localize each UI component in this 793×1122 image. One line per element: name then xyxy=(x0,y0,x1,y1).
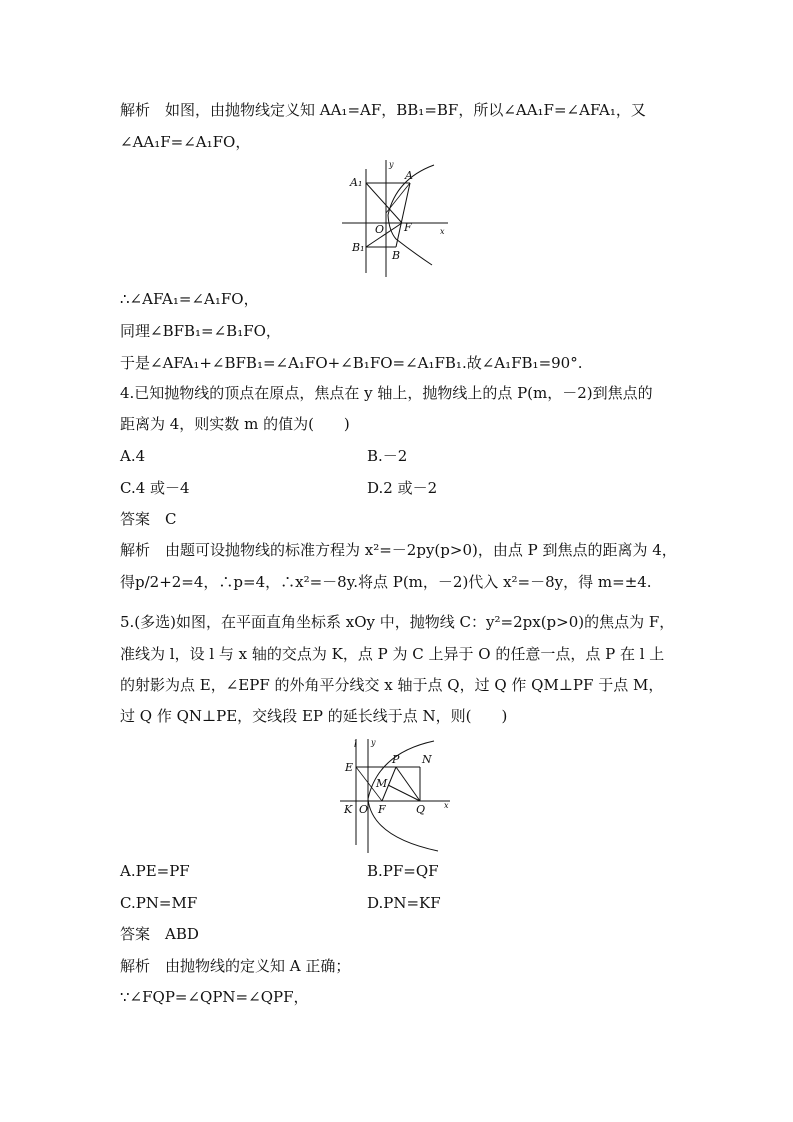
segment-a1-f xyxy=(366,183,402,223)
question-5-solution-1: 解析 由抛物线的定义知 A 正确； xyxy=(120,957,351,975)
fig2-label-x: x xyxy=(444,801,449,810)
fig1-label-b: B xyxy=(392,249,401,262)
fig1-label-y: y xyxy=(389,160,394,169)
fig2-label-p: P xyxy=(392,753,400,766)
fig2-label-y: y xyxy=(371,738,376,747)
fig1-label-b1: B₁ xyxy=(352,241,365,254)
question-5-solution-2: ∵∠FQP=∠QPN=∠QPF， xyxy=(120,988,309,1006)
solution-3-line-2: ∠AA₁F=∠A₁FO， xyxy=(120,133,251,151)
question-4-option-b: B.－2 xyxy=(367,447,408,465)
fig2-label-q: Q xyxy=(416,803,426,816)
fig1-label-f: F xyxy=(404,221,412,234)
segment-m-q xyxy=(388,785,420,801)
segment-p-q xyxy=(396,767,420,801)
question-4-stem-2: 距离为 4，则实数 m 的值为( ) xyxy=(120,415,350,433)
solution-3-line-3: ∴∠AFA₁=∠A₁FO， xyxy=(120,290,259,308)
fig1-label-a1: A₁ xyxy=(350,176,363,189)
question-4-solution-1: 解析 由题可设抛物线的标准方程为 x²=－2py(p>0)，由点 P 到焦点的距离为 4， xyxy=(120,541,677,559)
question-5-answer: 答案 ABD xyxy=(120,925,199,943)
question-5-stem-4: 过 Q 作 QN⊥PE，交线段 EP 的延长线于点 N，则( ) xyxy=(120,707,508,725)
question-5-option-c: C.PN=MF xyxy=(120,894,198,912)
question-4-option-d: D.2 或－2 xyxy=(367,479,438,497)
question-5-option-a: A.PE=PF xyxy=(120,862,190,880)
solution-3-line-4: 同理∠BFB₁=∠B₁FO， xyxy=(120,322,281,340)
fig2-label-k: K xyxy=(344,803,353,816)
question-5-stem-1: 5.(多选)如图，在平面直角坐标系 xOy 中，抛物线 C：y²=2px(p>0)的焦点为 F， xyxy=(120,613,675,631)
fig2-label-n: N xyxy=(422,753,432,766)
fig2-label-e: E xyxy=(345,761,354,774)
question-4-solution-2: 得p/2+2=4，∴p=4，∴x²=－8y.将点 P(m，－2)代入 x²=－8y，得 m=±4. xyxy=(120,573,652,591)
fig1-label-o: O xyxy=(375,223,385,236)
figure-1-parabola xyxy=(342,155,452,280)
question-5-option-b: B.PF=QF xyxy=(367,862,439,880)
fig2-label-o: O xyxy=(359,803,369,816)
solution-3-line-5: 于是∠AFA₁+∠BFB₁=∠A₁FO+∠B₁FO=∠A₁FB₁.故∠A₁FB₁=90°. xyxy=(120,354,583,372)
question-5-stem-2: 准线为 l，设 l 与 x 轴的交点为 K，点 P 为 C 上异于 O 的任意一点，点 P 在 l 上 xyxy=(120,645,665,663)
fig2-label-m: M xyxy=(376,777,388,790)
fig2-label-f: F xyxy=(378,803,386,816)
chord-ab xyxy=(396,183,410,247)
fig1-label-a: A xyxy=(405,169,413,182)
figure-2-parabola xyxy=(340,733,455,855)
question-4-answer: 答案 C xyxy=(120,510,177,528)
fig2-label-l: l xyxy=(354,740,357,749)
question-4-option-c: C.4 或－4 xyxy=(120,479,190,497)
question-5-option-d: D.PN=KF xyxy=(367,894,441,912)
solution-3-line-1: 解析 如图，由抛物线定义知 AA₁=AF，BB₁=BF，所以∠AA₁F=∠AFA₁，又 xyxy=(120,101,646,119)
fig1-label-x: x xyxy=(440,227,445,236)
question-4-option-a: A.4 xyxy=(120,447,146,465)
question-4-stem-1: 4.已知抛物线的顶点在原点，焦点在 y 轴上，抛物线上的点 P(m，－2)到焦点的 xyxy=(120,384,653,402)
question-5-stem-3: 的射影为点 E，∠EPF 的外角平分线交 x 轴于点 Q，过 Q 作 QM⊥PF 于点 M， xyxy=(120,676,664,694)
